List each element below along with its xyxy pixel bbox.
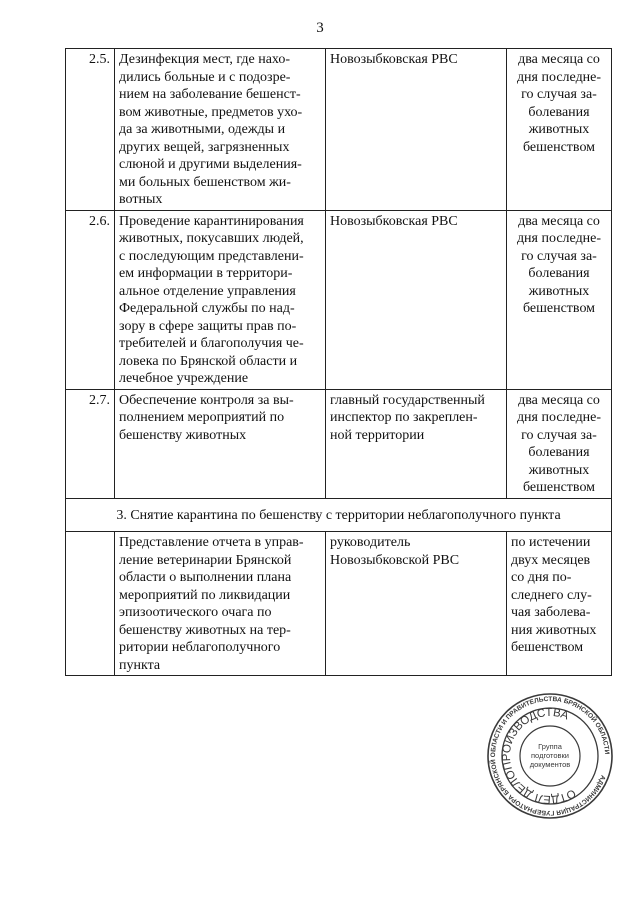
deadline: по истечении двух месяцев со дня по- следнего слу- чая заболева- ния животных бешенством (507, 532, 612, 676)
row-number: 2.5. (66, 49, 115, 211)
measures-table (65, 48, 612, 676)
table-row (66, 532, 612, 676)
row-number: 2.6. (66, 210, 115, 389)
measure-description: Представление отчета в управ- ление ветеринарии Брянской области о выполнении плана мероприятий по ликвидации эпизоотического очага по бешенству животных на тер- ритории неблагополучного пункта (115, 532, 326, 676)
official-stamp (486, 692, 614, 820)
section-heading-row (66, 498, 612, 532)
measure-description: Проведение карантинирования животных, покусавших людей, с последующим представлени- ем информации в территори- альное отделение управления Федеральной службы по над- зору в сфере защиты прав по- требителей и благополучия че- ловека по Брянской области и лечебное учреждение (115, 210, 326, 389)
executor: руководитель Новозыбковской РВС (326, 532, 507, 676)
page-number: 3 (316, 20, 324, 36)
executor: Новозыбковская РВС (326, 210, 507, 389)
executor: Новозыбковская РВС (326, 49, 507, 211)
stamp-inner-line: Группа (538, 742, 562, 751)
measure-description: Обеспечение контроля за вы- полнением мероприятий по бешенству животных (115, 389, 326, 498)
table-row (66, 49, 612, 211)
stamp-inner-line: подготовки (531, 751, 569, 760)
section-title: 3. Снятие карантина по бешенству с территории неблагополучного пункта (66, 498, 612, 532)
deadline: два месяца со дня последне- го случая за- болевания животных бешенством (507, 49, 612, 211)
row-number (66, 532, 115, 676)
stamp-inner-line: документов (529, 760, 571, 769)
deadline: два месяца со дня последне- го случая за- болевания животных бешенством (507, 210, 612, 389)
table-row (66, 389, 612, 498)
measure-description: Дезинфекция мест, где нахо- дились больные и с подозре- нием на заболевание бешенст- вом животные, предметов ухо- да за животными, одежды и других вещей, загрязненных слюной и другими выделения- ми больных бешенством жи- вотных (115, 49, 326, 211)
deadline: два месяца со дня последне- го случая за- болевания животных бешенством (507, 389, 612, 498)
stamp-outer-text: АДМИНИСТРАЦИЯ ГУБЕРНАТОРА БРЯНСКОЙ ОБЛАСТИ И ПРАВИТЕЛЬСТВА БРЯНСКОЙ ОБЛАСТИ (489, 695, 611, 817)
stamp-middle-text: ОТДЕЛ ДЕЛОПРОИЗВОДСТВА (500, 706, 578, 806)
table-row (66, 210, 612, 389)
executor: главный государственный инспектор по закреплен- ной территории (326, 389, 507, 498)
row-number: 2.7. (66, 389, 115, 498)
